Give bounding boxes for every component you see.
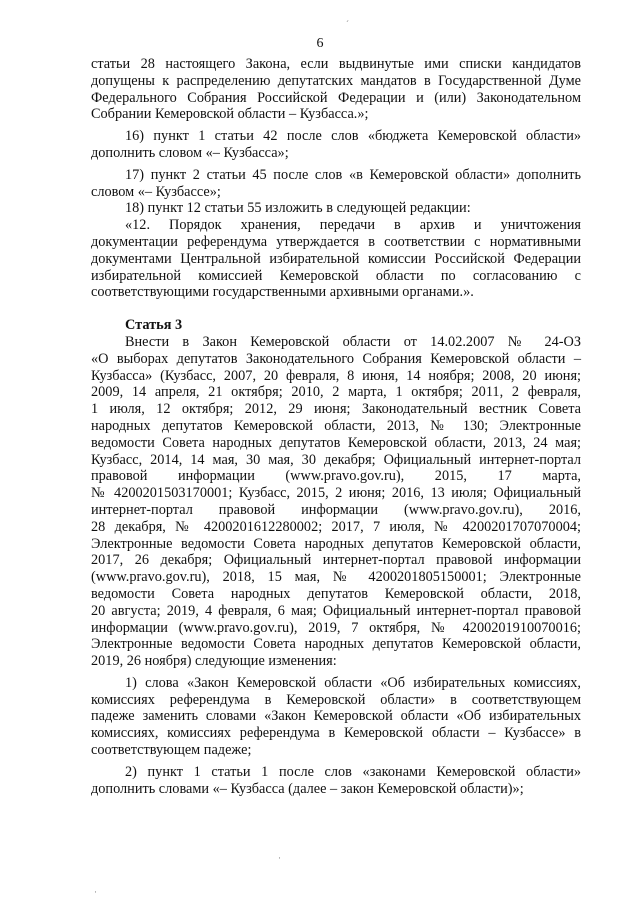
- text-line: 1 июля, 12 октября; 2012, 29 июня; Законодательный вестник Совета: [91, 401, 581, 418]
- text-line: «12. Порядок хранения, передачи в архив и уничтожения: [125, 217, 581, 234]
- text-line: 20 августа; 2019, 4 февраля, 6 мая; Официальный интернет-портал правовой: [91, 602, 581, 619]
- article-heading: Статья 3: [125, 317, 183, 334]
- text-line: Кузбасс, 2014, 14 мая, 30 мая, 30 декабря; Официальный интернет-портал: [91, 451, 581, 468]
- text-line: допущены к распределению депутатских мандатов в Государственной Думе: [91, 72, 581, 89]
- text-line: 2) пункт 1 статьи 1 после слов «законами Кемеровской области»: [125, 763, 581, 780]
- list-item-16: [91, 128, 581, 162]
- text-line: 2019, 26 ноября) следующие изменения:: [91, 653, 337, 670]
- text-line: 2017, 26 декабря; Официальный интернет-портал правовой информации: [91, 552, 581, 569]
- text-line: Внести в Закон Кемеровской области от 14.02.2007 № 24-ОЗ: [125, 333, 581, 350]
- article-intro-paragraph: [91, 334, 581, 670]
- text-line: соответствующем падеже;: [91, 742, 252, 759]
- paragraph-continuation: [91, 56, 581, 123]
- text-line: Собрании Кемеровской области – Кузбасса.»;: [91, 106, 369, 123]
- document-body: [91, 56, 581, 797]
- text-line: информации (www.pravo.gov.ru), 2019, 7 октября, № 4200201910070016;: [91, 619, 581, 636]
- scan-mark: ´: [346, 19, 349, 29]
- text-line: документами Центральной избирательной комиссии Российской Федерации: [91, 250, 581, 267]
- text-line: соответствующими государственными архивными органами.».: [91, 284, 474, 301]
- text-line: дополнить словами «– Кузбасса (далее – закон Кемеровской области)»;: [91, 780, 524, 797]
- text-line: Электронные ведомости Совета народных депутатов Кемеровской области,: [91, 636, 581, 653]
- text-line: народных депутатов Кемеровской области, 2013, № 130; Электронные: [91, 417, 581, 434]
- text-line: падеже заменить словами «Закон Кемеровской области «Об избирательных: [91, 708, 581, 725]
- text-line: 1) слова «Закон Кемеровской области «Об избирательных комиссиях,: [125, 674, 581, 691]
- text-line: комиссиях референдума в Кемеровской области» в соответствующем: [91, 691, 581, 708]
- quoted-paragraph: [91, 217, 581, 301]
- text-line: комиссиях, комиссиях референдума в Кемеровской области – Кузбассе» в: [91, 725, 581, 742]
- text-line: Кузбасса» (Кузбасс, 2007, 20 февраля, 8 июня, 14 ноября; 2008, 20 июня;: [91, 367, 581, 384]
- text-line: интернет-портал правовой информации (www.pravo.gov.ru), 2016,: [91, 501, 581, 518]
- scan-mark: ·: [94, 887, 97, 897]
- text-line: (www.pravo.gov.ru), 2018, 15 мая, № 4200201805150001; Электронные: [91, 569, 581, 586]
- text-line: 18) пункт 12 статьи 55 изложить в следующей редакции:: [125, 200, 471, 217]
- text-line: Электронные ведомости Совета народных депутатов Кемеровской области,: [91, 535, 581, 552]
- text-line: Федерального Собрания Российской Федерации и (или) Законодательном: [91, 89, 581, 106]
- text-line: 2009, 14 апреля, 21 октября; 2010, 2 марта, 1 октября; 2011, 2 февраля,: [91, 384, 581, 401]
- amendment-item-1: [91, 675, 581, 759]
- text-line: 17) пункт 2 статьи 45 после слов «в Кемеровской области» дополнить: [125, 166, 581, 183]
- text-line: 16) пункт 1 статьи 42 после слов «бюджета Кемеровской области»: [125, 128, 581, 145]
- text-line: «О выборах депутатов Законодательного Собрания Кемеровской области –: [91, 350, 581, 367]
- list-item-18: [91, 200, 581, 217]
- text-line: правовой информации (www.pravo.gov.ru), 2015, 17 марта,: [91, 468, 581, 485]
- text-line: ведомости Совета народных депутатов Кемеровской области, 2013, 24 мая;: [91, 434, 581, 451]
- text-line: документации референдума утверждается в соответствии с нормативными: [91, 233, 581, 250]
- amendment-item-2: [91, 764, 581, 798]
- text-line: дополнить словом «– Кузбасса»;: [91, 144, 289, 161]
- text-line: избирательной комиссией Кемеровской области по согласованию с: [91, 267, 581, 284]
- text-line: 28 декабря, № 4200201612280002; 2017, 7 июля, № 4200201707070004;: [91, 518, 581, 535]
- text-line: № 4200201503170001; Кузбасс, 2015, 2 июня; 2016, 13 июля; Официальный: [91, 485, 581, 502]
- text-line: словом «– Кузбассе»;: [91, 183, 221, 200]
- scan-mark: ·: [278, 853, 281, 863]
- list-item-17: [91, 167, 581, 201]
- page-number: 6: [316, 36, 324, 51]
- text-line: ведомости Совета народных депутатов Кемеровской области, 2018,: [91, 585, 581, 602]
- text-line: статьи 28 настоящего Закона, если выдвинутые ими списки кандидатов: [91, 56, 581, 72]
